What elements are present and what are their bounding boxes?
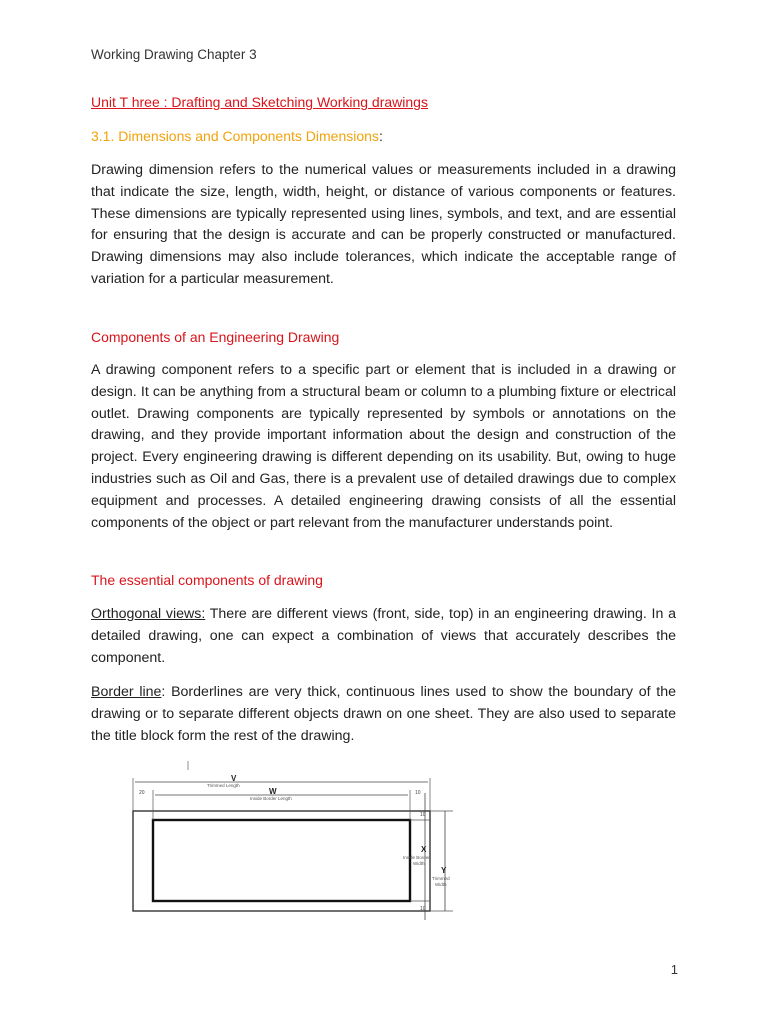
label-v: V [231,774,237,783]
label-trimmed-length: Trimmed Length [207,783,240,788]
inside-border-rectangle [153,820,410,901]
unit-title: Unit T hree : Drafting and Sketching Working drawings [91,94,428,110]
label-inside-border-width-line2: Width [413,861,425,866]
orthogonal-views-item [91,604,676,669]
label-inside-border-length: Inside Border Length [250,796,292,801]
border-line-figure [95,760,475,925]
label-trimmed-width-line1: Trimmed [432,876,450,881]
border-line-term: Border line [91,684,162,700]
components-heading: Components of an Engineering Drawing [91,329,340,345]
label-20: 20 [139,790,145,796]
label-inside-border-width-line1: Inside Border [403,855,430,860]
label-trimmed-width-line2: Width [435,882,447,887]
section-title-colon: : [378,128,383,144]
border-line-item [91,682,676,747]
trimmed-sheet-outline [133,811,430,911]
label-y: Y [441,866,447,875]
label-w: W [269,787,277,796]
page-number: 1 [670,962,678,977]
section-title [91,128,383,144]
orthogonal-views-term: Orthogonal views: [91,606,206,622]
label-10-top: 10 [415,790,421,796]
label-10-right-top: 10 [420,812,426,818]
orthogonal-views-text: There are different views (front, side, top) in an engineering drawing. In a detailed drawing, one can expect a combination of views that accurately describes the component. [91,606,676,666]
essential-components-heading: The essential components of drawing [91,572,323,588]
section-title-text: 3.1. Dimensions and Components Dimensions [91,128,379,144]
label-10-right-bottom: 10 [420,906,426,912]
dimension-paragraph: Drawing dimension refers to the numerical values or measurements included in a drawing that indicate the size, length, width, height, or distance of various components or features. These dimensions are typically represented using lines, symbols, and text, and are essential for ensuring that the design is accurate and can be properly constructed or manufactured. Drawing dimensions may also include tolerances, which indicate the acceptable range of variation for a particular measurement. [91,162,676,287]
running-header: Working Drawing Chapter 3 [91,47,257,62]
components-paragraph: A drawing component refers to a specific part or element that is included in a drawing or design. It can be anything from a structural beam or column to a plumbing fixture or electrical outlet. Drawing components are typically represented by symbols or annotations on the drawing, and they provide important information about the design and construction of the project. Every engineering drawing is different depending on its usability. But, owing to huge industries such as Oil and Gas, there is a prevalent use of detailed drawings due to complex equipment and processes. A detailed engineering drawing consists of all the essential components of the object or part relevant from the manufacturer understands point. [91,362,676,531]
border-line-text: : Borderlines are very thick, continuous lines used to show the boundary of the drawing or to separate different objects drawn on one sheet. They are also used to separate the title block form the rest of the drawing. [91,684,676,744]
label-x: X [421,845,427,854]
